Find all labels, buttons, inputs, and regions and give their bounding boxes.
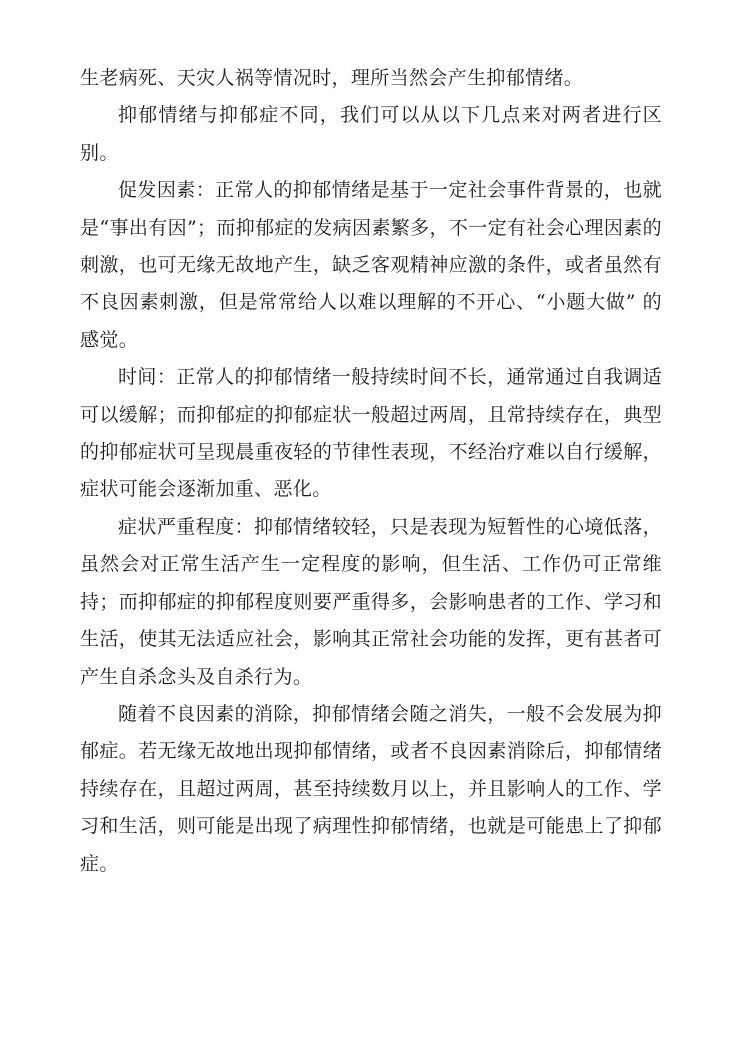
paragraph-continuation: 生老病死、天灾人祸等情况时，理所当然会产生抑郁情绪。 [80,67,584,89]
paragraph-severity: 症状严重程度：抑郁情绪较轻，只是表现为短暂性的心境低落，虽然会对正常生活产生一定程度的影响，但生活、工作仍可正常维持；而抑郁症的抑郁程度则要严重得多，会影响患者的工作、学习和生活，使其无法适应社会，影响其正常社会功能的发挥，更有甚者可产生自杀念头及自杀行为。 [80,515,662,688]
paragraph-duration: 时间：正常人的抑郁情绪一般持续时间不长，通常通过自我调适可以缓解；而抑郁症的抑郁症状一般超过两周，且常持续存在，典型的抑郁症状可呈现晨重夜轻的节律性表现，不经治疗难以自行缓解，症状可能会逐渐加重、恶化。 [80,366,662,501]
paragraph-trigger-factors: 促发因素：正常人的抑郁情绪是基于一定社会事件背景的，也就是“事出有因”；而抑郁症的发病因素繁多，不一定有社会心理因素的刺激，也可无缘无故地产生，缺乏客观精神应激的条件，或者虽然有不良因素刺激，但是常常给人以难以理解的不开心、“小题大做” 的感觉。 [80,179,662,351]
paragraph-intro-distinction: 抑郁情绪与抑郁症不同，我们可以从以下几点来对两者进行区别。 [80,104,662,164]
paragraph-conclusion: 随着不良因素的消除，抑郁情绪会随之消失，一般不会发展为抑郁症。若无缘无故地出现抑郁情绪，或者不良因素消除后，抑郁情绪持续存在，且超过两周，甚至持续数月以上，并且影响人的工作、学习和生活，则可能是出现了病理性抑郁情绪，也就是可能患上了抑郁症。 [80,702,662,875]
